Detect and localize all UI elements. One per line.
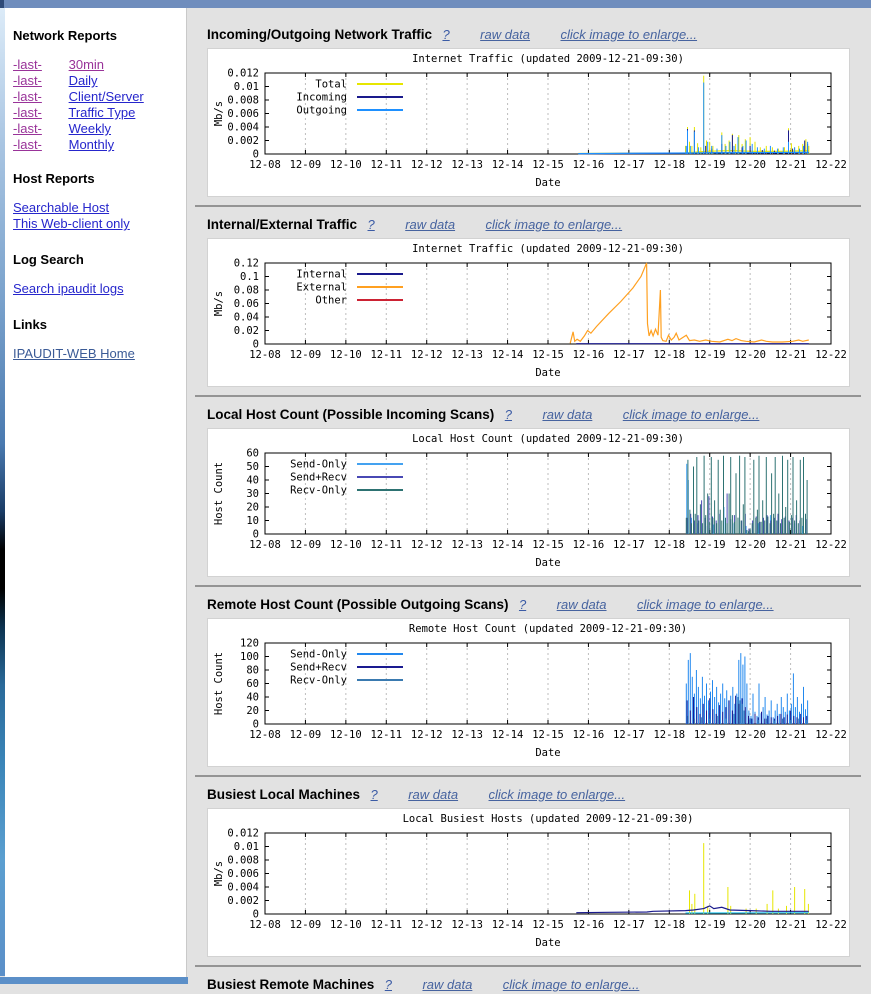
svg-text:0.01: 0.01 — [233, 81, 259, 93]
svg-text:Host Count: Host Count — [213, 461, 225, 526]
section-divider — [195, 585, 861, 587]
log-search-links — [13, 281, 186, 297]
svg-text:12-14: 12-14 — [491, 159, 524, 171]
svg-text:Recv-Only: Recv-Only — [290, 484, 347, 497]
svg-text:12-21: 12-21 — [774, 729, 807, 741]
remote-host-count-chart — [208, 619, 849, 766]
svg-text:12-21: 12-21 — [774, 349, 807, 361]
svg-text:40: 40 — [246, 691, 259, 704]
svg-text:120: 120 — [240, 637, 259, 650]
main-content — [188, 8, 871, 992]
last-client-server-link[interactable]: -last- — [13, 89, 42, 104]
section-remote-host-count — [188, 596, 871, 767]
svg-text:12-20: 12-20 — [734, 159, 766, 171]
nav-row-weekly — [13, 121, 186, 137]
section-busiest-local-machines — [188, 786, 871, 957]
svg-text:12-08: 12-08 — [249, 539, 281, 551]
svg-text:Date: Date — [535, 367, 561, 379]
sidebar-item-weekly[interactable]: Weekly — [68, 121, 112, 136]
chart-panel-remote-host-count[interactable] — [207, 618, 850, 767]
section-title: Busiest Remote Machines — [207, 977, 375, 992]
svg-text:40: 40 — [246, 474, 259, 487]
svg-text:Incoming: Incoming — [296, 91, 347, 104]
raw-data-link[interactable]: raw data — [542, 407, 593, 422]
sidebar-item-searchable-host[interactable]: Searchable Host — [13, 200, 110, 215]
external-links — [13, 346, 186, 362]
svg-text:12-22: 12-22 — [815, 729, 847, 741]
svg-text:0.006: 0.006 — [227, 108, 259, 120]
svg-text:0.006: 0.006 — [227, 868, 259, 880]
svg-text:12-17: 12-17 — [613, 159, 645, 171]
sidebar-item-this-web-client-only[interactable]: This Web-client only — [13, 216, 130, 231]
svg-text:Date: Date — [535, 747, 561, 759]
svg-text:12-13: 12-13 — [451, 349, 483, 361]
svg-text:12-09: 12-09 — [289, 729, 322, 741]
svg-text:12-11: 12-11 — [370, 349, 403, 361]
svg-text:12-20: 12-20 — [734, 919, 766, 931]
svg-text:Date: Date — [535, 557, 561, 569]
section-title: Remote Host Count (Possible Outgoing Scans) — [207, 597, 509, 612]
svg-text:0.06: 0.06 — [233, 298, 259, 310]
svg-text:0: 0 — [252, 908, 259, 921]
svg-text:12-09: 12-09 — [289, 159, 322, 171]
bottom-decorative-strip — [0, 977, 188, 984]
svg-text:0.002: 0.002 — [227, 135, 259, 147]
section-internal-external-traffic — [188, 216, 871, 387]
svg-text:0.004: 0.004 — [227, 121, 259, 134]
last-traffic-type-link[interactable]: -last- — [13, 105, 42, 120]
svg-text:12-10: 12-10 — [330, 539, 362, 551]
svg-text:20: 20 — [246, 705, 259, 717]
svg-text:Host Count: Host Count — [213, 651, 225, 716]
svg-text:12-15: 12-15 — [532, 349, 564, 361]
svg-text:12-12: 12-12 — [410, 729, 443, 741]
enlarge-link[interactable]: click image to enlarge... — [502, 977, 640, 992]
svg-text:0.01: 0.01 — [233, 841, 259, 853]
last-30min-link[interactable]: -last- — [13, 57, 42, 72]
svg-text:12-14: 12-14 — [491, 349, 524, 361]
svg-text:12-10: 12-10 — [330, 159, 362, 171]
svg-text:12-12: 12-12 — [410, 349, 443, 361]
raw-data-link[interactable]: raw data — [405, 217, 456, 232]
svg-text:Internet Traffic (updated 2009: Internet Traffic (updated 2009-12-21-09:30) — [412, 243, 684, 255]
svg-text:0.12: 0.12 — [233, 257, 259, 270]
svg-text:12-18: 12-18 — [653, 159, 686, 171]
last-monthly-link[interactable]: -last- — [13, 137, 42, 152]
svg-text:12-21: 12-21 — [774, 919, 807, 931]
section-divider — [195, 965, 861, 967]
svg-text:0.04: 0.04 — [233, 311, 259, 324]
svg-text:20: 20 — [246, 501, 259, 514]
svg-text:60: 60 — [246, 447, 259, 460]
sidebar-item-30min[interactable]: 30min — [68, 57, 105, 72]
nav-row-daily — [13, 73, 186, 89]
svg-text:12-22: 12-22 — [815, 919, 847, 931]
svg-text:0: 0 — [252, 338, 259, 351]
svg-text:12-20: 12-20 — [734, 349, 766, 361]
svg-text:External: External — [296, 281, 347, 294]
svg-text:Internet Traffic (updated 2009: Internet Traffic (updated 2009-12-21-09:30) — [412, 53, 684, 65]
sidebar-heading-log-search: Log Search — [13, 252, 84, 267]
svg-text:Remote Host Count (updated 200: Remote Host Count (updated 2009-12-21-09:30) — [408, 623, 688, 635]
sidebar-item-daily[interactable]: Daily — [68, 73, 98, 88]
section-title: Internal/External Traffic — [207, 217, 358, 232]
svg-text:Outgoing: Outgoing — [296, 104, 347, 117]
svg-text:Date: Date — [535, 177, 561, 189]
svg-text:Other: Other — [315, 294, 347, 307]
svg-text:12-17: 12-17 — [613, 919, 645, 931]
sidebar-item-search-ipaudit-logs[interactable]: Search ipaudit logs — [13, 281, 124, 296]
help-link[interactable]: ? — [504, 407, 512, 422]
raw-data-link[interactable]: raw data — [422, 977, 473, 992]
enlarge-link[interactable]: click image to enlarge... — [488, 787, 626, 802]
section-header — [207, 406, 871, 422]
svg-text:0.02: 0.02 — [233, 325, 259, 337]
svg-text:Send-Only: Send-Only — [290, 648, 347, 661]
enlarge-link[interactable]: click image to enlarge... — [485, 217, 623, 232]
section-header — [207, 596, 871, 612]
svg-text:Local Host Count (updated 2009: Local Host Count (updated 2009-12-21-09:30) — [412, 433, 684, 445]
svg-text:50: 50 — [246, 461, 259, 473]
svg-text:0: 0 — [252, 148, 259, 161]
svg-text:12-14: 12-14 — [491, 919, 524, 931]
section-header — [207, 216, 871, 232]
svg-text:12-20: 12-20 — [734, 729, 766, 741]
svg-text:12-17: 12-17 — [613, 349, 645, 361]
last-daily-link[interactable]: -last- — [13, 73, 42, 88]
svg-text:12-19: 12-19 — [693, 159, 726, 171]
help-link[interactable]: ? — [518, 597, 527, 612]
help-link[interactable]: ? — [384, 977, 392, 992]
svg-text:0.004: 0.004 — [227, 881, 259, 894]
svg-text:12-09: 12-09 — [289, 919, 322, 931]
section-header — [207, 786, 871, 802]
svg-text:12-16: 12-16 — [572, 729, 605, 741]
svg-text:12-21: 12-21 — [774, 159, 807, 171]
section-divider — [195, 395, 861, 397]
nav-row-30min — [13, 57, 186, 73]
svg-text:12-20: 12-20 — [734, 539, 766, 551]
internal-external-chart — [208, 239, 849, 386]
svg-text:12-14: 12-14 — [491, 729, 524, 741]
svg-text:Internal: Internal — [296, 268, 347, 281]
section-title: Busiest Local Machines — [207, 787, 361, 802]
svg-text:12-22: 12-22 — [815, 159, 847, 171]
svg-text:12-19: 12-19 — [693, 919, 726, 931]
svg-text:12-13: 12-13 — [451, 919, 483, 931]
section-header — [207, 976, 871, 992]
svg-text:0.008: 0.008 — [227, 94, 259, 107]
nav-row-monthly — [13, 137, 186, 153]
top-bar-accent — [0, 0, 4, 8]
sidebar-item-monthly[interactable]: Monthly — [68, 137, 115, 152]
svg-text:Mb/s: Mb/s — [213, 860, 225, 887]
help-link[interactable]: ? — [442, 27, 450, 42]
svg-text:12-10: 12-10 — [330, 349, 362, 361]
svg-text:12-15: 12-15 — [532, 729, 564, 741]
sidebar — [5, 8, 187, 977]
sidebar-item-traffic-type[interactable]: Traffic Type — [68, 105, 136, 120]
svg-text:12-17: 12-17 — [613, 539, 645, 551]
sidebar-heading-network-reports: Network Reports — [13, 28, 118, 43]
svg-text:12-08: 12-08 — [249, 349, 281, 361]
svg-text:0: 0 — [252, 528, 259, 541]
svg-text:Local Busiest Hosts (updated 2: Local Busiest Hosts (updated 2009-12-21-09:30) — [402, 813, 694, 825]
svg-text:12-18: 12-18 — [653, 539, 686, 551]
svg-text:12-12: 12-12 — [410, 159, 443, 171]
section-title: Local Host Count (Possible Incoming Scans) — [207, 407, 495, 422]
svg-text:12-18: 12-18 — [653, 349, 686, 361]
svg-text:0.08: 0.08 — [233, 284, 259, 297]
svg-text:12-15: 12-15 — [532, 539, 564, 551]
chart-panel-local-host-count[interactable] — [207, 428, 850, 577]
svg-text:12-08: 12-08 — [249, 919, 281, 931]
svg-text:12-12: 12-12 — [410, 919, 443, 931]
svg-text:12-19: 12-19 — [693, 729, 726, 741]
svg-text:12-14: 12-14 — [491, 539, 524, 551]
enlarge-link[interactable]: click image to enlarge... — [560, 27, 698, 42]
svg-text:0.008: 0.008 — [227, 854, 259, 867]
network-report-links — [13, 57, 186, 153]
internet-traffic-chart — [208, 49, 849, 196]
section-title: Incoming/Outgoing Network Traffic — [207, 27, 433, 42]
svg-text:0.012: 0.012 — [227, 67, 259, 80]
sidebar-heading-host-reports: Host Reports — [13, 171, 95, 186]
raw-data-link[interactable]: raw data — [556, 597, 607, 612]
section-divider — [195, 205, 861, 207]
sidebar-item-client-server[interactable]: Client/Server — [68, 89, 144, 104]
svg-text:12-22: 12-22 — [815, 539, 847, 551]
svg-text:12-13: 12-13 — [451, 159, 483, 171]
enlarge-link[interactable]: click image to enlarge... — [622, 407, 760, 422]
svg-text:12-11: 12-11 — [370, 729, 403, 741]
svg-text:12-18: 12-18 — [653, 729, 686, 741]
svg-text:12-09: 12-09 — [289, 349, 322, 361]
section-local-host-count — [188, 406, 871, 577]
svg-text:60: 60 — [246, 678, 259, 690]
svg-text:12-16: 12-16 — [572, 159, 605, 171]
svg-text:12-22: 12-22 — [815, 349, 847, 361]
help-link[interactable]: ? — [370, 787, 378, 802]
svg-text:12-16: 12-16 — [572, 919, 605, 931]
svg-text:12-19: 12-19 — [693, 539, 726, 551]
section-incoming-outgoing-traffic — [188, 26, 871, 197]
chart-panel-internet-traffic[interactable] — [207, 48, 850, 197]
svg-text:12-19: 12-19 — [693, 349, 726, 361]
top-bar — [0, 0, 871, 8]
svg-text:12-18: 12-18 — [653, 919, 686, 931]
svg-text:12-11: 12-11 — [370, 159, 403, 171]
svg-text:Recv-Only: Recv-Only — [290, 674, 347, 687]
raw-data-link[interactable]: raw data — [408, 787, 459, 802]
svg-text:12-13: 12-13 — [451, 539, 483, 551]
local-busiest-hosts-chart — [208, 809, 849, 956]
svg-text:Send-Only: Send-Only — [290, 458, 347, 471]
nav-row-client-server — [13, 89, 186, 105]
svg-text:12-10: 12-10 — [330, 919, 362, 931]
local-host-count-chart — [208, 429, 849, 576]
svg-text:12-09: 12-09 — [289, 539, 322, 551]
svg-text:Total: Total — [315, 78, 347, 91]
svg-text:12-08: 12-08 — [249, 159, 281, 171]
svg-text:12-16: 12-16 — [572, 539, 605, 551]
svg-text:Send+Recv: Send+Recv — [290, 471, 347, 484]
svg-text:Mb/s: Mb/s — [213, 100, 225, 127]
svg-text:12-16: 12-16 — [572, 349, 605, 361]
help-link[interactable]: ? — [367, 217, 375, 232]
section-header — [207, 26, 871, 42]
svg-text:0.1: 0.1 — [240, 271, 259, 283]
svg-text:0.002: 0.002 — [227, 895, 259, 907]
svg-text:12-13: 12-13 — [451, 729, 483, 741]
svg-text:100: 100 — [240, 651, 259, 663]
svg-text:80: 80 — [246, 664, 259, 677]
enlarge-link[interactable]: click image to enlarge... — [636, 597, 774, 612]
sidebar-item-ipaudit-web-home[interactable]: IPAUDIT-WEB Home — [13, 346, 135, 361]
svg-text:0: 0 — [252, 718, 259, 731]
svg-text:12-11: 12-11 — [370, 539, 403, 551]
svg-text:12-15: 12-15 — [532, 159, 564, 171]
svg-text:Mb/s: Mb/s — [213, 290, 225, 317]
svg-text:12-17: 12-17 — [613, 729, 645, 741]
svg-text:Date: Date — [535, 937, 561, 949]
svg-text:10: 10 — [246, 515, 259, 527]
section-busiest-remote-machines — [188, 976, 871, 992]
svg-text:30: 30 — [246, 488, 259, 500]
svg-text:12-11: 12-11 — [370, 919, 403, 931]
raw-data-link[interactable]: raw data — [480, 27, 531, 42]
svg-text:0.012: 0.012 — [227, 827, 259, 840]
nav-row-traffic-type — [13, 105, 186, 121]
section-divider — [195, 775, 861, 777]
svg-text:12-12: 12-12 — [410, 539, 443, 551]
chart-panel-local-busiest-hosts[interactable] — [207, 808, 850, 957]
svg-text:12-08: 12-08 — [249, 729, 281, 741]
last-weekly-link[interactable]: -last- — [13, 121, 42, 136]
svg-text:12-21: 12-21 — [774, 539, 807, 551]
svg-text:Send+Recv: Send+Recv — [290, 661, 347, 674]
chart-panel-internal-external[interactable] — [207, 238, 850, 387]
sidebar-heading-links: Links — [13, 317, 47, 332]
svg-text:12-15: 12-15 — [532, 919, 564, 931]
host-report-links — [13, 200, 186, 232]
svg-text:12-10: 12-10 — [330, 729, 362, 741]
